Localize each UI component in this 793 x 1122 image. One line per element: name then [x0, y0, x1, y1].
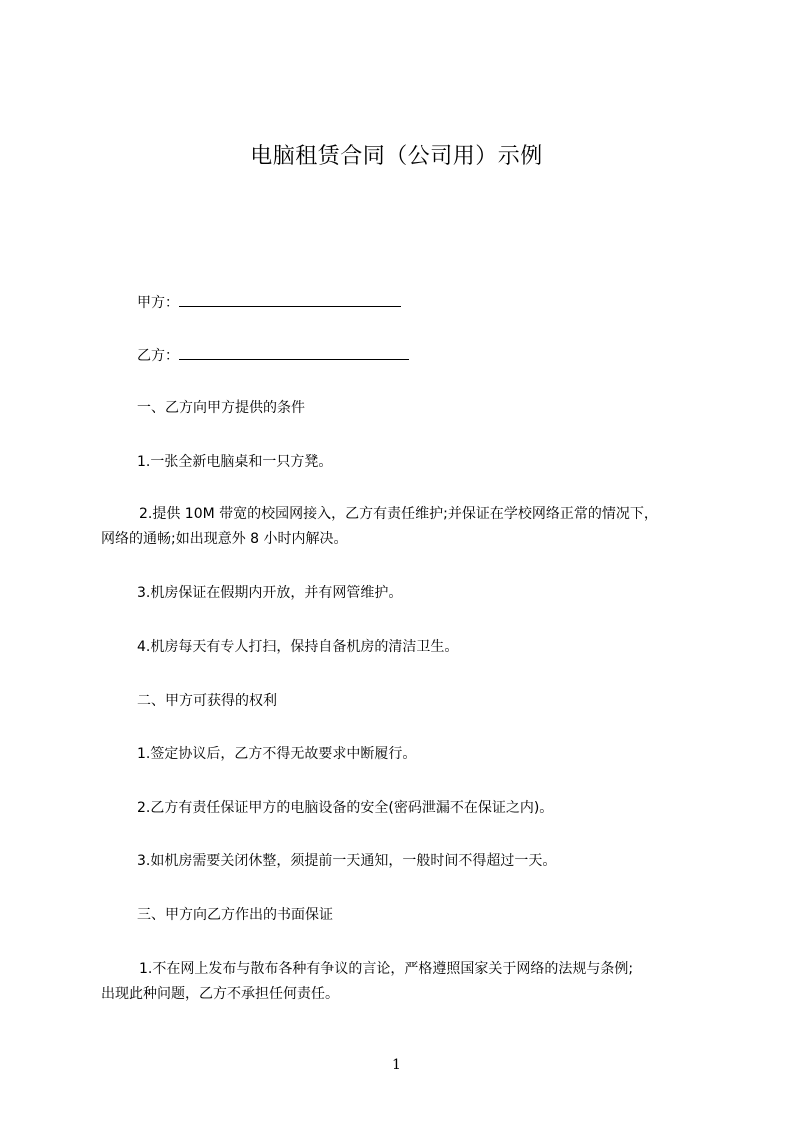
section-heading: 一、乙方向甲方提供的条件: [137, 400, 305, 416]
clause-item-line: 1.不在网上发布与散布各种有争议的言论，严格遵照国家关于网络的法规与条例;: [139, 961, 634, 977]
clause-item: 2.乙方有责任保证甲方的电脑设备的安全(密码泄漏不在保证之内)。: [137, 800, 554, 816]
clause-item-line: 网络的通畅;如出现意外 8 小时内解决。: [101, 531, 348, 547]
clause-item: 1.签定协议后，乙方不得无故要求中断履行。: [137, 746, 417, 762]
party-a-line: [137, 292, 401, 312]
clause-item-line: 2.提供 10M 带宽的校园网接入，乙方有责任维护;并保证在学校网络正常的情况下，: [139, 506, 658, 522]
clause-item-line: 出现此种问题，乙方不承担任何责任。: [101, 986, 339, 1002]
section-heading: 二、甲方可获得的权利: [137, 693, 277, 709]
clause-item: 3.如机房需要关闭休整，须提前一天通知，一般时间不得超过一天。: [137, 853, 557, 869]
party-b-line: [137, 345, 409, 365]
document-title: 电脑租赁合同（公司用）示例: [250, 144, 543, 169]
section-heading: 三、甲方向乙方作出的书面保证: [137, 907, 333, 923]
party-a-label: 甲方：: [137, 295, 179, 311]
party-b-blank[interactable]: [179, 345, 409, 360]
party-b-label: 乙方：: [137, 348, 179, 364]
clause-item: 3.机房保证在假期内开放，并有网管维护。: [137, 585, 403, 601]
party-a-blank[interactable]: [179, 292, 401, 307]
clause-item: 1.一张全新电脑桌和一只方凳。: [137, 454, 333, 470]
page-number: 1: [392, 1057, 401, 1073]
clause-item: 4.机房每天有专人打扫，保持自备机房的清洁卫生。: [137, 639, 459, 655]
